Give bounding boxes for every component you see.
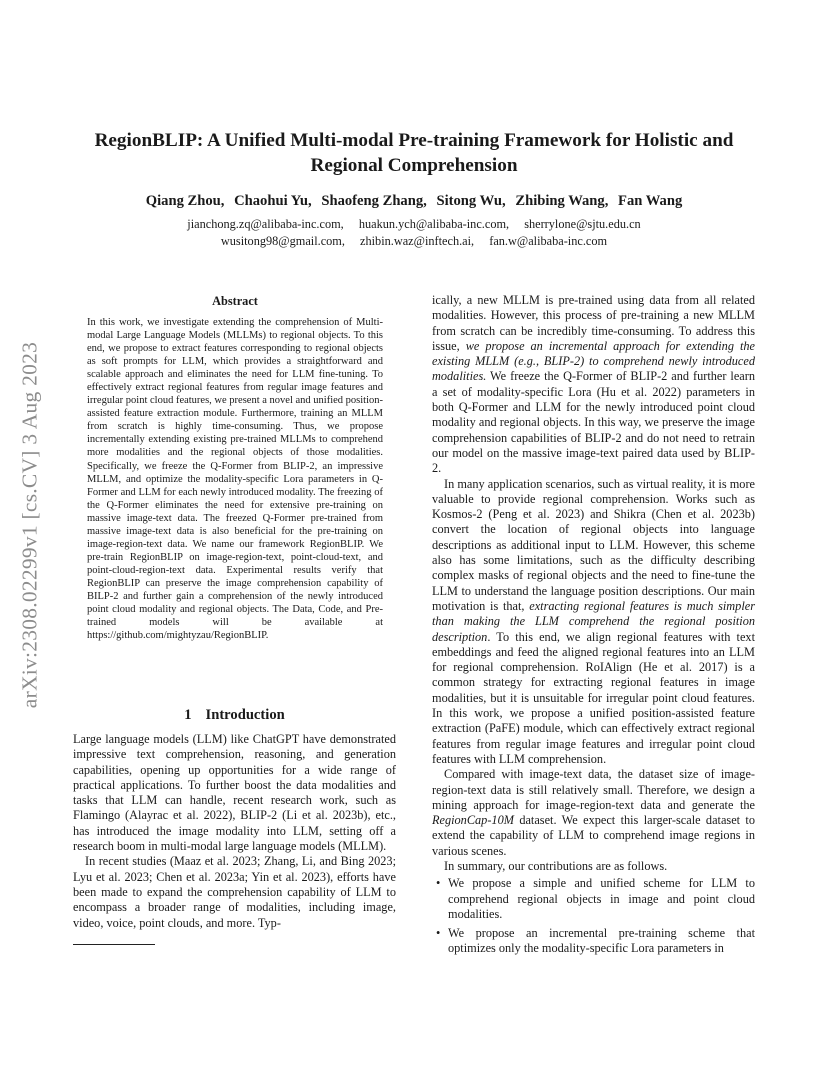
body-paragraph	[432, 293, 755, 477]
arxiv-identifier	[0, 275, 60, 775]
text-run: We freeze the Q-Former of BLIP-2 and further learn a set of modality-specific Lora (Hu et al. 2022) parameters in both Q-Former and LLM for the newly introduced point cloud modality and regional objects. In this way, we preserve the image comprehension capabilities of BLIP-2 and do not need to retrain our model on the massive image-text paired data used by BLIP-2.	[432, 369, 755, 476]
email-address: fan.w@alibaba-inc.com	[489, 233, 608, 248]
emphasis-text: extracting regional features is much simpler than making the LLM comprehend the regional position description	[432, 598, 755, 644]
text-run: Compared with image-text data, the dataset size of image-region-text data is still relatively small. Therefore, we design a mining approach for image-region-text data and generate the	[432, 767, 755, 812]
list-item	[432, 926, 755, 957]
author-name: Chaohui Yu,	[234, 193, 312, 209]
introduction-section	[73, 705, 396, 931]
emphasis-text: RegionCap-10M	[432, 813, 514, 828]
email-address: huakun.ych@alibaba-inc.com,	[358, 217, 510, 231]
right-column	[432, 293, 755, 961]
author-name: Qiang Zhou,	[145, 193, 225, 209]
text-run: ically, a new MLLM is pre-trained using data from all related modalities. However, this process of pre-training a new MLLM from scratch can be incredibly time-consuming. To address this issue,	[432, 293, 755, 353]
author-name: Sitong Wu,	[436, 193, 506, 209]
author-name: Zhibing Wang,	[515, 193, 609, 209]
email-line	[60, 233, 768, 250]
body-paragraph: In summary, our contributions are as follows.	[444, 858, 668, 873]
footnote-rule	[73, 944, 155, 945]
author-name: Fan Wang	[618, 193, 683, 209]
bullet-icon: •	[436, 876, 441, 891]
email-line	[60, 216, 768, 233]
author-emails	[60, 216, 768, 249]
body-paragraph	[432, 477, 755, 768]
abstract-text: In this work, we investigate extending the comprehension of Multi-modal Large Language Models (MLLMs) to regional objects. To this end, we propose to extract features corresponding to regional objects as soft prompts for LLM, which provides a straightforward and scalable approach and eliminates the need for LLM fine-tuning. To effectively extract regional features from regular image features and irregular point cloud features, we present a novel and unified position-assisted feature extraction module. Furthermore, training an MLLM from scratch is highly time-consuming. Thus, we propose incrementally extending existing pre-trained MLLMs to comprehend more modalities and the regional objects of those modalities. Specifically, we freeze the Q-Former from BLIP-2, an impressive MLLM, and optimize the modality-specific Lora parameters in Q-Former and LLM for each newly introduced modality. The freezing of the Q-Former eliminates the need for extensive pre-training on massive image-text data. The freezed Q-Former pre-trained from massive image-text data is also beneficial for the pre-training on image-region-text data. We name our framework RegionBLIP. We pre-train RegionBLIP on image-region-text, point-cloud-text, and point-cloud-region-text data. Experimental results verify that RegionBLIP can preserve the image comprehension capability of BILP-2 and further gain a comprehension of the newly introduced point cloud modality and regional objects. The Data, Code, and Pre-trained models will be available at https://github.com/mightyzau/RegionBLIP.	[87, 317, 383, 642]
body-paragraph: In recent studies (Maaz et al. 2023; Zhang, Li, and Bing 2023; Lyu et al. 2023; Chen et al. 2023a; Yin et al. 2023), efforts have been made to expand the comprehension capability of LLM to encompass a broader range of modalities, including image, video, voice, point clouds, and more. Typ-	[73, 854, 396, 930]
paper-title: RegionBLIP: A Unified Multi-modal Pre-training Framework for Holistic and Regional Comprehension	[94, 130, 734, 176]
section-number: 1	[184, 707, 192, 723]
section-title: Introduction	[205, 707, 285, 723]
section-heading	[73, 705, 396, 725]
arxiv-identifier-text: arXiv:2308.02299v1 [cs.CV] 3 Aug 2023	[17, 341, 42, 709]
author-list	[60, 191, 768, 211]
body-paragraph	[432, 767, 755, 859]
abstract-section	[87, 293, 383, 642]
text-run: dataset. We expect this larger-scale dataset to extend the capability of LLM to comprehend image regions in various scenes.	[432, 813, 755, 858]
email-address: wusitong98@gmail.com,	[220, 233, 345, 248]
text-run: . To this end, we align regional features with text embeddings and feed the aligned regional features into an LLM for regional comprehension. RoIAlign (He et al. 2017) is a common strategy for extracting regional features in image modalities, but it is unsuitable for irregular point cloud features. In this work, we propose a unified position-assisted feature extraction (PaFE) module, which can effectively extract regional features from regular image features and irregular point cloud features with LLM comprehension.	[432, 629, 755, 766]
text-run: In many application scenarios, such as virtual reality, it is more valuable to provide regional comprehension. Works such as Kosmos-2 (Peng et al. 2023) and Shikra (Chen et al. 2023b) convert the location of regional objects into language descriptions as additional input to LLM. However, this scheme also has some limitations, such as the difficulty describing complex masks of regional objects and the need to fine-tune the LLM to understand the language position descriptions. Our main motivation is that,	[432, 476, 755, 613]
list-item-text: We propose an incremental pre-training scheme that optimizes only the modality-specific Lora parameters in	[448, 926, 755, 956]
bullet-icon: •	[436, 926, 441, 941]
author-name: Shaofeng Zhang,	[321, 193, 427, 209]
email-address: jianchong.zq@alibaba-inc.com,	[187, 217, 344, 231]
list-item-text: We propose a simple and unified scheme for LLM to comprehend regional objects in image and point cloud modalities.	[448, 876, 755, 921]
body-paragraph: Large language models (LLM) like ChatGPT have demonstrated impressive text comprehension, reasoning, and generation capabilities, opening up opportunities for a wide range of practical applications. To further boost the data modalities and tasks that LLM can handle, recent research work, such as Flamingo (Alayrac et al. 2022), BLIP-2 (Li et al. 2023b), etc., has introduced the image modality into LLM, setting off a research boom in multi-modal large language models (MLLM).	[73, 732, 396, 854]
email-address: sherrylone@sjtu.edu.cn	[524, 217, 641, 231]
abstract-heading: Abstract	[212, 294, 258, 308]
contribution-list	[432, 876, 755, 956]
list-item	[432, 876, 755, 922]
email-address: zhibin.waz@inftech.ai,	[360, 233, 475, 248]
emphasis-text: we propose an incremental approach for extending the existing MLLM (e.g., BLIP-2) to comprehend newly introduced modalities.	[432, 338, 755, 384]
